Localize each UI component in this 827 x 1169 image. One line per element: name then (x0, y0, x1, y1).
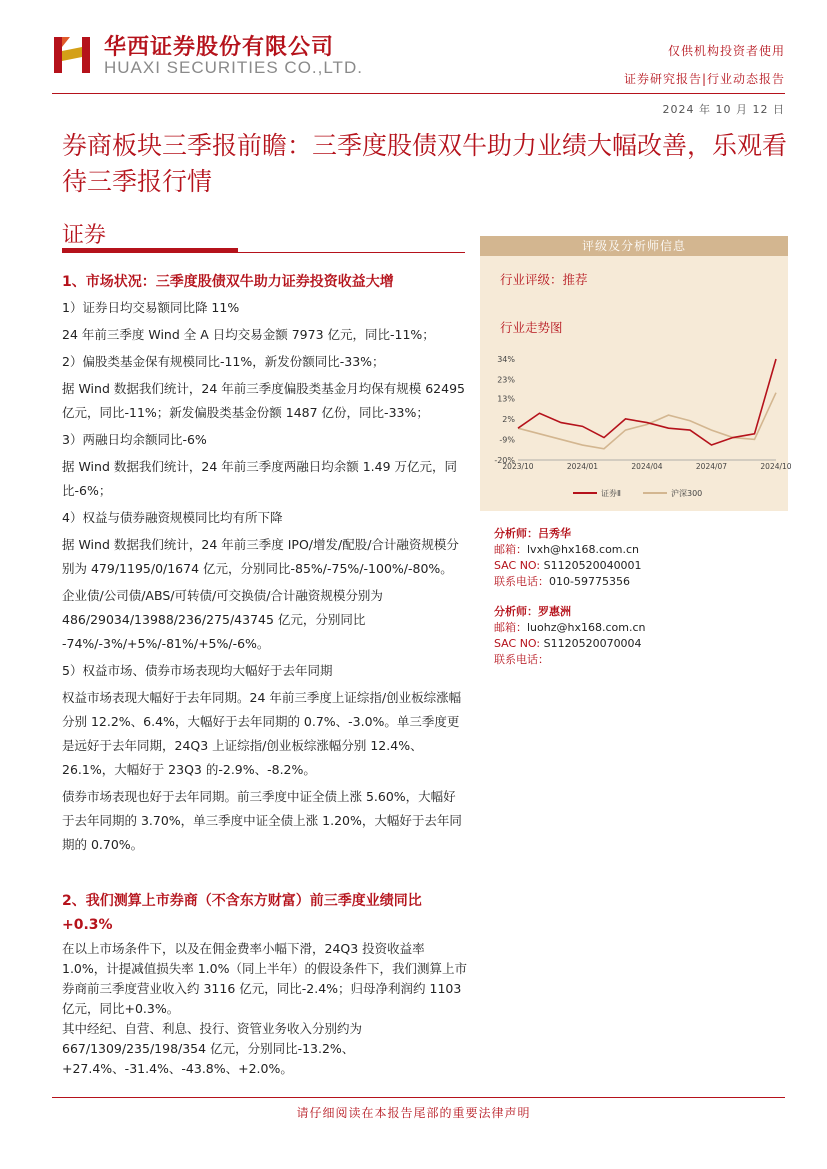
section1-item3-text: 据 Wind 数据我们统计，24 年前三季度两融日均余额 1.49 万亿元，同比-6%； (62, 459, 458, 498)
section1-item3-title: 3）两融日均余额同比-6% (62, 432, 207, 447)
section1-item1-title: 1）证券日均交易额同比降 11% (62, 300, 240, 315)
chart-legend-label: 证券Ⅱ (601, 489, 621, 498)
section1-item4-title: 4）权益与债券融资规模同比均有所下降 (62, 510, 283, 525)
analyst-email[interactable]: lvxh@hx168.com.cn (527, 543, 640, 556)
huaxi-logo-icon (52, 33, 96, 77)
chart-x-tick-label: 2024/04 (631, 462, 663, 471)
section1-item2-title: 2）偏股类基金保有规模同比-11%，新发份额同比-33%； (62, 354, 385, 369)
section2-text2: 其中经纪、自营、利息、投行、资管业务收入分别约为 667/1309/235/198/354 亿元，分别同比-13.2%、+27.4%、-31.4%、-43.8%、+2.0%。 (62, 1021, 363, 1076)
section1-item5-title: 5）权益市场、债券市场表现均大幅好于去年同期 (62, 663, 333, 678)
chart-legend-label: 沪深300 (671, 489, 703, 498)
legal-notice[interactable]: 请仔细阅读在本报告尾部的重要法律声明 (296, 1106, 531, 1120)
analyst-sac-row (494, 558, 788, 574)
section1-item2-text: 据 Wind 数据我们统计，24 年前三季度偏股类基金月均保有规模 62495 亿元，同比-11%；新发偏股类基金份额 1487 亿份，同比-33%； (62, 381, 465, 420)
section2-text1: 在以上市场条件下，以及在佣金费率小幅下滑，24Q3 投资收益率 1.0%，计提减值损失率 1.0%（同上半年）的假设条件下，我们测算上市券商前三季度营业收入约 3116 亿元，同比-2.4%；归母净利润约 1103 亿元，同比+0.3%。 (62, 941, 467, 1016)
company-name-cn: 华西证券股份有限公司 (104, 35, 335, 60)
audience-label: 仅供机构投资者使用 (667, 44, 785, 58)
sector-label: 证券 (62, 223, 107, 248)
sector-divider (62, 252, 465, 253)
analyst-sac-label: SAC NO: (494, 637, 544, 650)
chart-y-tick-label: -9% (499, 435, 515, 445)
industry-rating: 行业评级：推荐 (500, 272, 588, 287)
analyst-phone: 010-59775356 (549, 575, 630, 588)
chart-y-tick-label: 34% (497, 355, 515, 364)
chart-x-tick-label: 2024/07 (695, 462, 728, 471)
analyst-email-row (494, 542, 788, 558)
section1-heading: 1、市场状况：三季度股债双牛助力证券投资收益大增 (62, 274, 394, 290)
rating-panel-header: 评级及分析师信息 (480, 236, 788, 256)
section2-heading: 2、我们测算上市券商（不含东方财富）前三季度业绩同比+0.3% (62, 893, 422, 933)
analyst-info (480, 526, 788, 676)
header-divider (52, 93, 785, 94)
report-date: 2024 年 10 月 12 日 (662, 103, 785, 116)
trend-chart-title: 行业走势图 (500, 320, 563, 335)
company-name-en: HUAXI SECURITIES CO.,LTD. (104, 58, 363, 77)
analyst-card (480, 604, 788, 668)
section1-item5-equity-text: 权益市场表现大幅好于去年同期。24 年前三季度上证综指/创业板综涨幅分别 12.2%、6.4%，大幅好于去年同期的 0.7%、-3.0%。单三季度更是远好于去年同期，24Q3 上证综指/创业板综涨幅分别 12.4%、26.1%，大幅好于 23Q3 的-2.9%、-8.2%。 (62, 690, 462, 777)
analyst-sac: S1120520070004 (543, 637, 642, 650)
chart-y-tick-label: 23% (497, 375, 515, 385)
section1-item1-text: 24 年前三季度 Wind 全 A 日均交易金额 7973 亿元，同比-11%； (62, 327, 435, 342)
analyst-email-row (494, 620, 788, 636)
analyst-sac-label: SAC NO: (494, 559, 544, 572)
analyst-email-label: 邮箱： (494, 621, 527, 634)
section1-item5-bond-text: 债券市场表现也好于去年同期。前三季度中证全债上涨 5.60%，大幅好于去年同期的 3.70%，单三季度中证全债上涨 1.20%，大幅好于去年同期的 0.70%。 (62, 789, 462, 852)
footer-divider (52, 1097, 785, 1098)
section1-item4-text: 据 Wind 数据我们统计，24 年前三季度 IPO/增发/配股/合计融资规模分别为 479/1195/0/1674 亿元，分别同比-85%/-75%/-100%/-80%。 (62, 537, 459, 576)
industry-trend-chart (488, 345, 792, 505)
chart-x-tick-label: 2024/10 (760, 462, 792, 471)
analyst-sac-row (494, 636, 788, 652)
analyst-phone-label: 联系电话： (494, 575, 549, 588)
chart-x-tick-label: 2024/01 (566, 462, 599, 471)
section1-item4-bond-text: 企业债/公司债/ABS/可转债/可交换债/合计融资规模分别为 486/29034/13988/236/275/43745 亿元，分别同比 -74%/-3%/+5%/-81%/+5%/-6%。 (62, 588, 383, 651)
report-type-label: 证券研究报告|行业动态报告 (623, 72, 785, 86)
chart-y-tick-label: 13% (497, 394, 515, 404)
report-title: 券商板块三季报前瞻：三季度股债双牛助力业绩大幅改善，乐观看待三季报行情 (62, 131, 788, 196)
analyst-phone-label: 联系电话： (494, 653, 549, 666)
chart-x-tick-label: 2023/10 (502, 462, 534, 471)
analyst-phone-row (494, 652, 788, 668)
chart-y-tick-label: -20% (494, 456, 515, 465)
analyst-name: 分析师：吕秀华 (494, 527, 571, 540)
analyst-email[interactable]: luohz@hx168.com.cn (527, 621, 646, 634)
report-body (62, 270, 467, 1079)
analyst-name: 分析师：罗惠洲 (494, 605, 571, 618)
chart-series-line (518, 359, 776, 445)
analyst-sac: S1120520040001 (543, 559, 642, 572)
chart-y-tick-label: 2% (502, 414, 515, 424)
analyst-phone-row (494, 574, 788, 590)
analyst-email-label: 邮箱： (494, 543, 527, 556)
analyst-card (480, 526, 788, 590)
